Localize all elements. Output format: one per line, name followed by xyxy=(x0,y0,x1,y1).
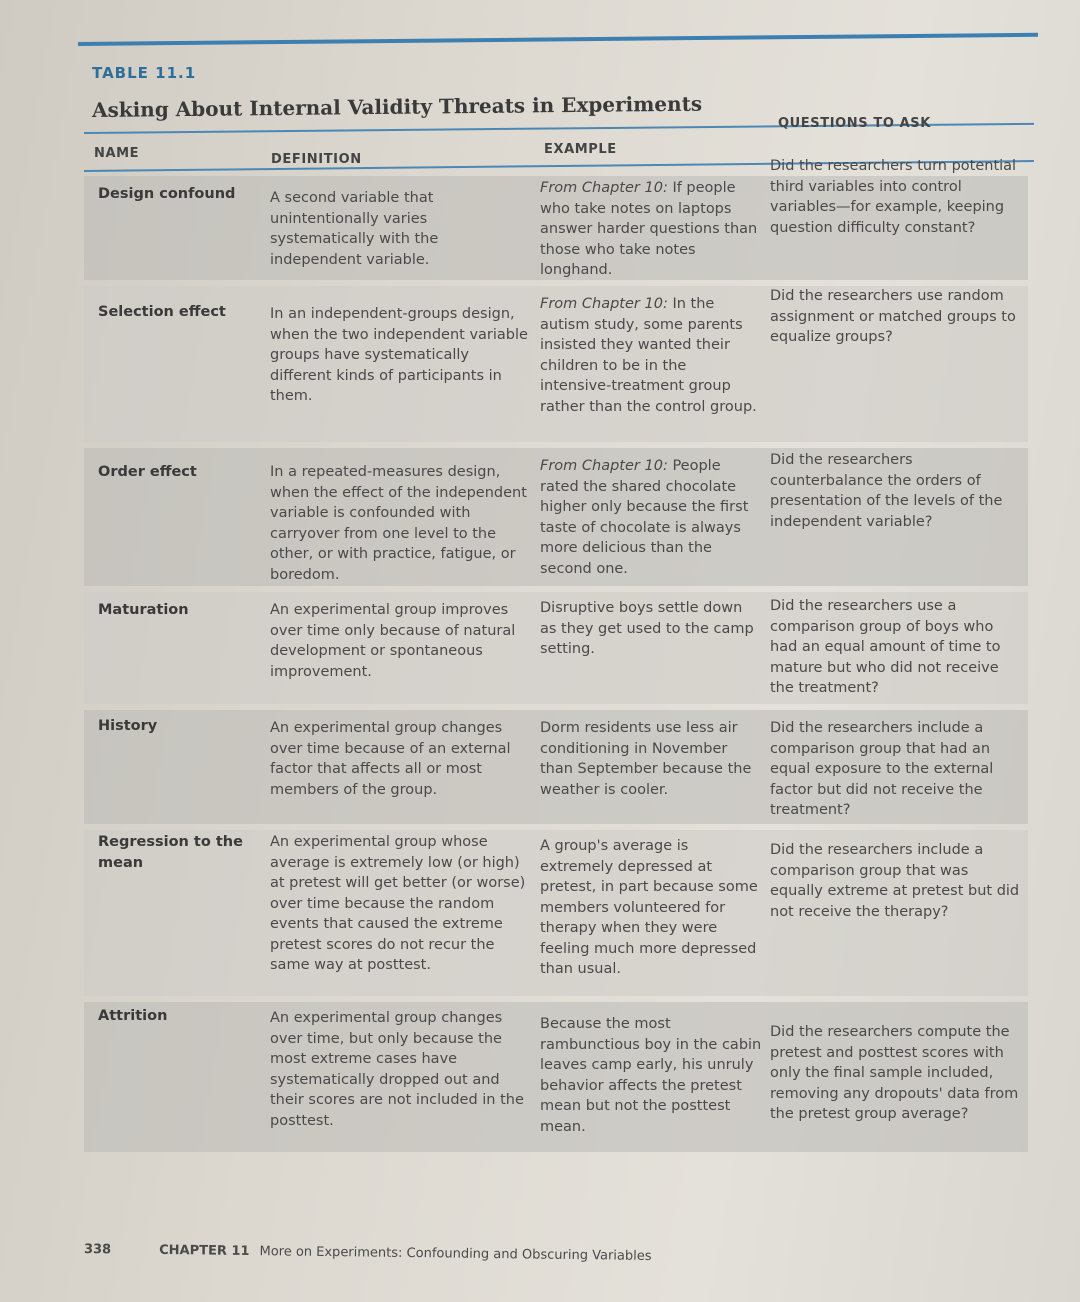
example-text: In the autism study, some parents insisted they wanted their children to be in the intensive-treatment group rather than the control group. xyxy=(540,296,757,415)
example-lead: From Chapter 10: xyxy=(540,296,668,312)
chapter-title: More on Experiments: Confounding and Obscuring Variables xyxy=(259,1244,652,1264)
threat-question: Did the researchers include a comparison group that was equally extreme at pretest but did not receive the therapy? xyxy=(770,842,1020,920)
example-lead: From Chapter 10: xyxy=(540,458,668,474)
threat-name: Regression to the mean xyxy=(98,834,243,871)
table-row xyxy=(84,710,1028,824)
threat-definition: An experimental group improves over time only because of natural development or spontaneous improvement. xyxy=(270,602,516,680)
table-row xyxy=(84,448,1028,586)
top-rule xyxy=(78,33,1038,46)
threat-definition: An experimental group changes over time because of an external factor that affects all or most members of the group. xyxy=(270,720,511,798)
threat-definition: A second variable that unintentionally varies systematically with the independent variable. xyxy=(270,190,439,268)
threat-name: Order effect xyxy=(98,464,197,480)
table-row xyxy=(84,830,1028,996)
example-lead: From Chapter 10: xyxy=(540,180,668,196)
threat-definition: In an independent-groups design, when the two independent variable groups have systematically different kinds of participants in them. xyxy=(270,306,528,404)
threat-name: Selection effect xyxy=(98,304,226,320)
threat-example xyxy=(540,178,762,281)
threat-name: History xyxy=(98,718,158,734)
threat-example xyxy=(540,294,762,417)
table-label: TABLE 11.1 xyxy=(92,64,197,82)
example-text: If people who take notes on laptops answer harder questions than those who take notes longhand. xyxy=(540,180,758,278)
threat-question: Did the researchers use a comparison group of boys who had an equal amount of time to mature but who did not receive the treatment? xyxy=(770,598,1001,696)
threat-name: Maturation xyxy=(98,602,189,618)
threat-question: Did the researchers use random assignment or matched groups to equalize groups? xyxy=(770,288,1016,345)
threat-example xyxy=(540,456,762,579)
page-footer xyxy=(84,1242,724,1265)
threat-question: Did the researchers include a comparison group that had an equal exposure to the external factor but did not receive the treatment? xyxy=(770,720,994,818)
threat-question: Did the researchers turn potential third variables into control variables—for example, keeping question difficulty constant? xyxy=(770,158,1017,236)
threat-definition: An experimental group whose average is extremely low (or high) at pretest will get better (or worse) over time because the random events that caused the extreme pretest scores do not recur the same way at posttest. xyxy=(270,834,526,973)
threat-name: Design confound xyxy=(98,186,236,202)
threat-question: Did the researchers counterbalance the orders of presentation of the levels of the independent variable? xyxy=(770,452,1003,530)
header-example: EXAMPLE xyxy=(544,142,617,157)
threat-example: Disruptive boys settle down as they get used to the camp setting. xyxy=(540,600,754,657)
threat-definition: In a repeated-measures design, when the effect of the independent variable is confounded with carryover from one level to the other, or with practice, fatigue, or boredom. xyxy=(270,464,527,583)
table-row xyxy=(84,286,1028,442)
header-definition: DEFINITION xyxy=(271,152,362,167)
header-name: NAME xyxy=(94,146,140,161)
threat-example: A group's average is extremely depressed at pretest, in part because some members volunteered for therapy when they were feeling much more depressed than usual. xyxy=(540,838,758,977)
threat-definition: An experimental group changes over time, but only because the most extreme cases have systematically dropped out and their scores are not included in the posttest. xyxy=(270,1010,524,1129)
threat-example: Dorm residents use less air conditioning in November than September because the weather is cooler. xyxy=(540,720,752,798)
threat-name: Attrition xyxy=(98,1008,168,1024)
threat-question: Did the researchers compute the pretest and posttest scores with only the final sample included, removing any dropouts' data from the pretest group average? xyxy=(770,1024,1019,1122)
table-row xyxy=(84,1002,1028,1152)
page-number: 338 xyxy=(83,1242,112,1258)
table-row xyxy=(84,592,1028,704)
chapter-label: CHAPTER 11 xyxy=(159,1242,250,1260)
table-title: Asking About Internal Validity Threats in Experiments xyxy=(91,91,703,122)
example-text: People rated the shared chocolate higher only because the first taste of chocolate is always more delicious than the second one. xyxy=(540,458,749,577)
header-questions: QUESTIONS TO ASK xyxy=(778,116,931,131)
threat-example: Because the most rambunctious boy in the cabin leaves camp early, his unruly behavior affects the pretest mean but not the posttest mean. xyxy=(540,1016,762,1135)
